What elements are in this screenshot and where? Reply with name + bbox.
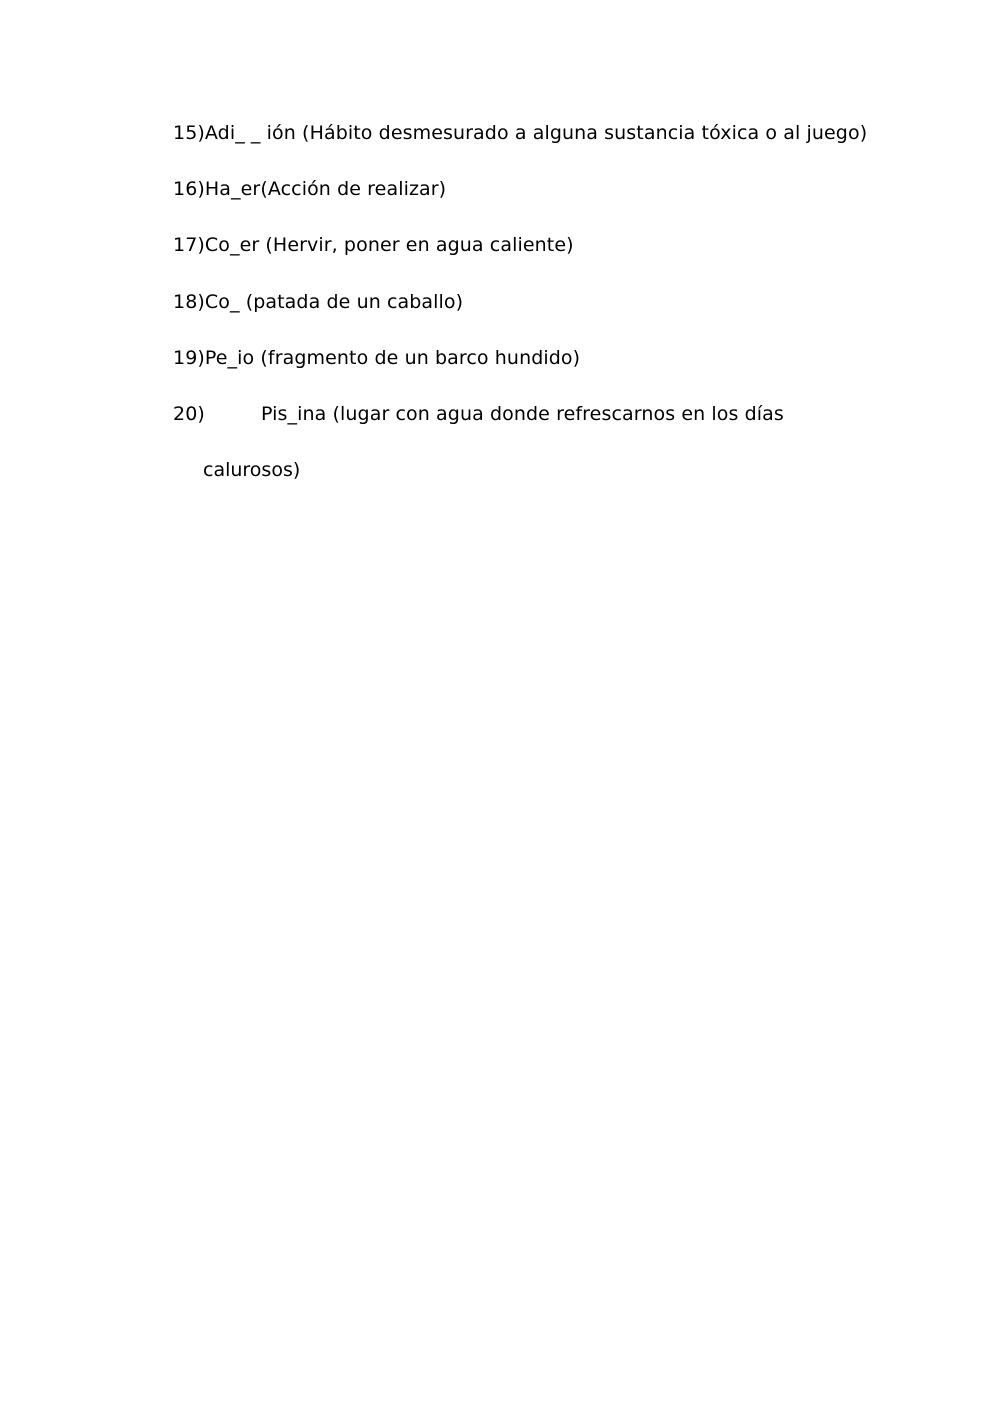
item-text: Pe_io (fragmento de un barco hundido): [204, 347, 581, 369]
exercise-item-16: [173, 176, 446, 202]
exercise-item-17: [173, 232, 574, 258]
exercise-item-20: [173, 401, 784, 427]
item-number: 15): [173, 122, 205, 144]
exercise-item-18: [173, 289, 463, 315]
exercise-item-15: [173, 120, 867, 146]
item-number: 18): [173, 291, 205, 313]
item-text: Adi_ _ ión (Hábito desmesurado a alguna sustancia tóxica o al juego): [204, 122, 868, 144]
item-number: 16): [173, 178, 205, 200]
item-20-continuation: calurosos): [203, 459, 301, 481]
item-number: 20): [173, 403, 205, 425]
item-text: Pis_ina (lugar con agua donde refrescarnos en los días: [261, 403, 784, 425]
item-number: 19): [173, 347, 205, 369]
item-text: Co_er (Hervir, poner en agua caliente): [204, 234, 574, 256]
item-text: Ha_er(Acción de realizar): [204, 178, 447, 200]
exercise-item-19: [173, 345, 580, 371]
item-number: 17): [173, 234, 205, 256]
item-text: Co_ (patada de un caballo): [204, 291, 464, 313]
